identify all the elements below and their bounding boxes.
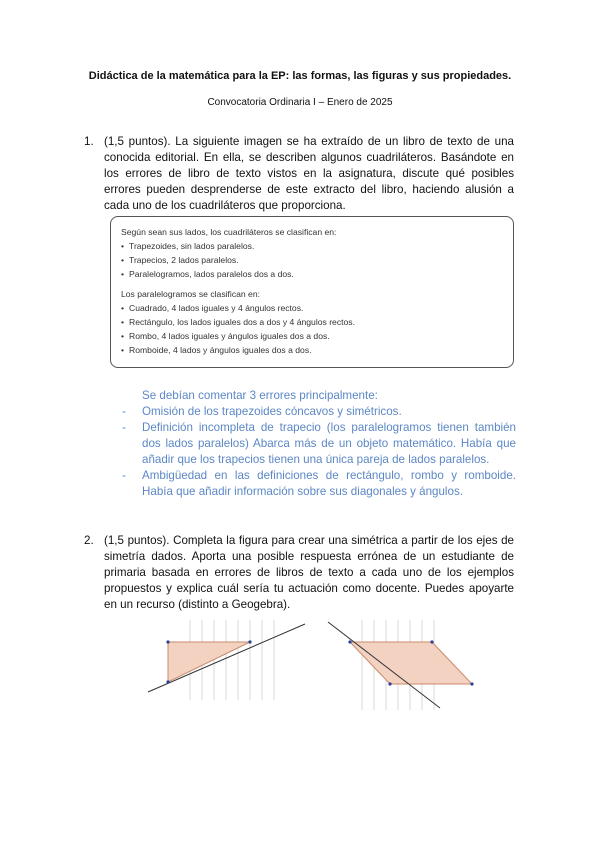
question-1 (84, 134, 514, 214)
symmetry-figure-2 (322, 620, 492, 710)
excerpt-item: • Paralelogramos, lados paralelos dos a dos. (121, 267, 503, 281)
excerpt-item: • Rectángulo, los lados iguales dos a dos y 4 ángulos rectos. (121, 315, 503, 329)
excerpt-intro: Según sean sus lados, los cuadriláteros se clasifican en: (121, 227, 337, 237)
answer-intro: Se debían comentar 3 errores principalmente: (142, 389, 378, 402)
question-1-number: 1. (84, 135, 94, 148)
excerpt-item: • Trapezoides, sin lados paralelos. (121, 239, 503, 253)
answer-item: - Definición incompleta de trapecio (los paralelogramos tienen también dos lados paralelos) Abarca más de un objeto matemático. Había que añadir que los trapecios tienen una única pareja de lados paralelos. (122, 421, 516, 466)
excerpt-intro-2: Los paralelogramos se clasifican en: (121, 289, 261, 299)
textbook-excerpt (110, 216, 514, 368)
given-shape (350, 642, 472, 684)
answer-item: - Ambigüedad en las definiciones de rectángulo, rombo y romboide. Había que añadir información sobre sus diagonales y ángulos. (122, 469, 516, 498)
symmetry-figure-1 (140, 620, 310, 700)
question-1-text: (1,5 puntos). La siguiente imagen se ha extraído de un libro de texto de una conocida editorial. En ella, se describen algunos cuadriláteros. Basándote en los errores de libro de texto vistos en la asignatura, discute qué posibles errores pueden desprenderse de este extracto del libro, haciendo alusión a cada uno de los cuadriláteros que proporciona. (104, 135, 514, 212)
excerpt-item: • Romboide, 4 lados y ángulos iguales dos a dos. (121, 343, 503, 357)
answer-item: - Omisión de los trapezoides cóncavos y simétricos. (122, 405, 402, 418)
excerpt-item: • Trapecios, 2 lados paralelos. (121, 253, 503, 267)
document-title: Didáctica de la matemática para la EP: las formas, las figuras y sus propiedades. (88, 70, 512, 82)
exam-call: Convocatoria Ordinaria I – Enero de 2025 (207, 97, 393, 108)
question-2-text: (1,5 puntos). Completa la figura para crear una simétrica a partir de los ejes de simetría dados. Aporta una posible respuesta errónea de un estudiante de primaria basada en errores de libros de texto a cada uno de los ejemplos propuestos y explica cuál sería tu actuación como docente. Puedes apoyarte en un recurso (distinto a Geogebra). (104, 534, 514, 611)
question-2 (84, 533, 514, 613)
answer-block (124, 388, 516, 500)
symmetry-figure-2-canvas (322, 620, 492, 710)
question-2-number: 2. (84, 534, 94, 547)
excerpt-item: • Rombo, 4 lados iguales y ángulos iguales dos a dos. (121, 329, 503, 343)
excerpt-item: • Cuadrado, 4 lados iguales y 4 ángulos rectos. (121, 301, 503, 315)
symmetry-figure-1-canvas (140, 620, 310, 700)
